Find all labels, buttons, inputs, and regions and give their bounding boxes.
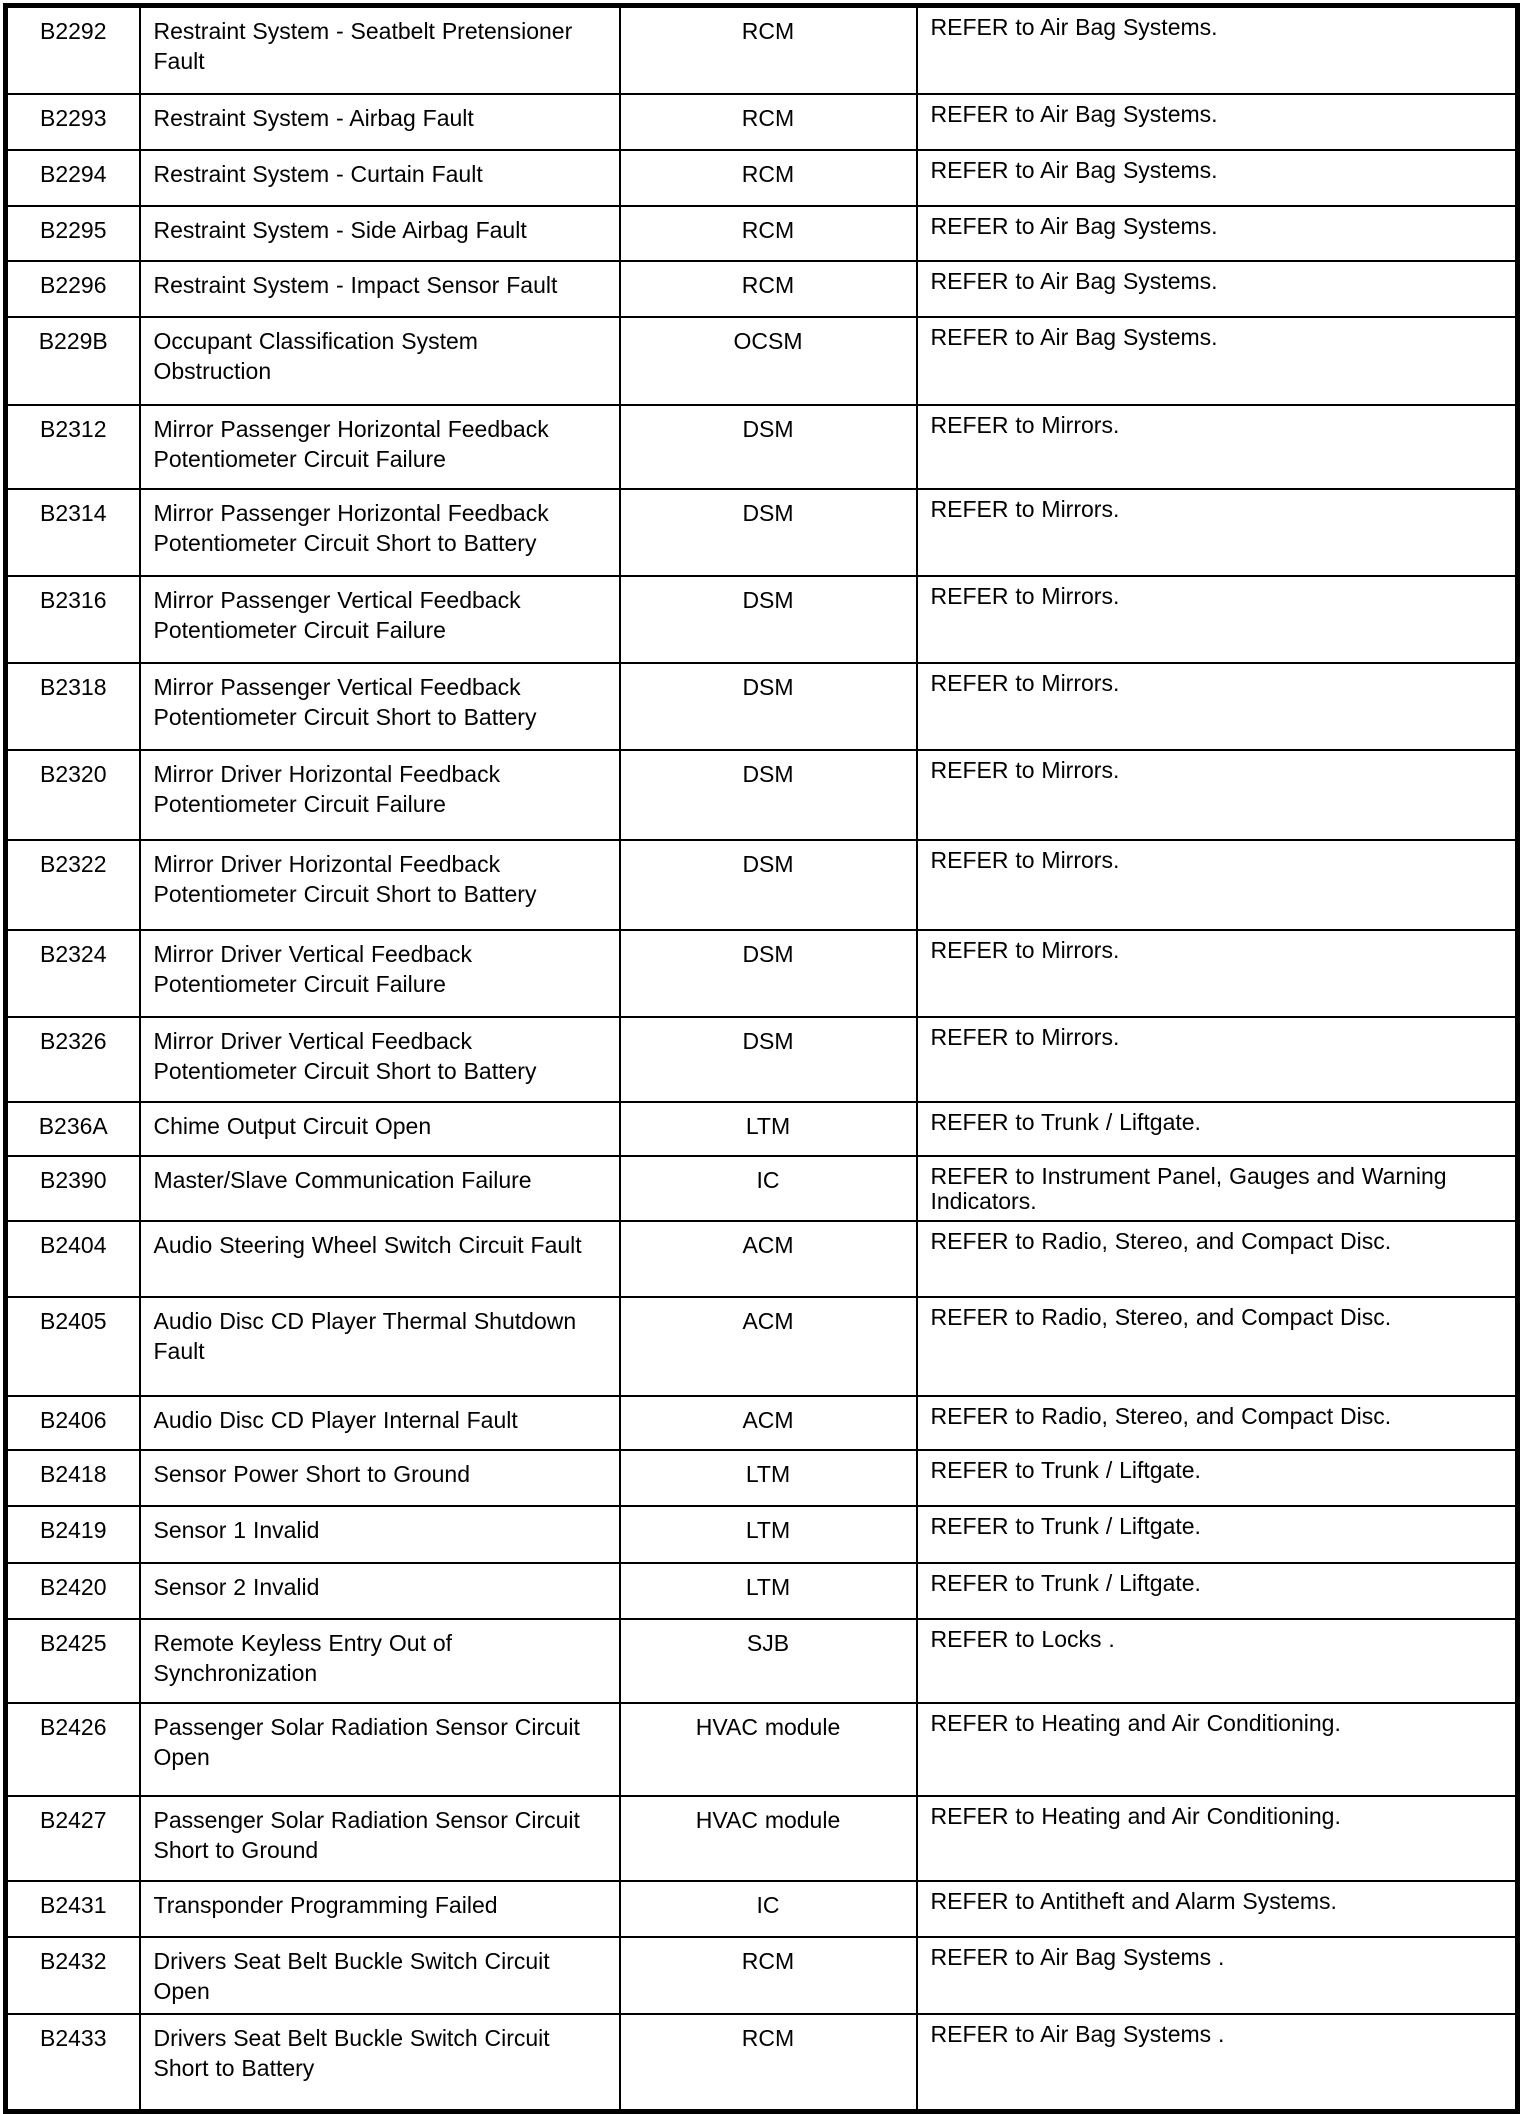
dtc-description-cell: Sensor 2 Invalid (140, 1563, 620, 1619)
dtc-module-cell: RCM (620, 94, 917, 150)
dtc-description-cell: Audio Disc CD Player Internal Fault (140, 1396, 620, 1450)
table-row (6, 1619, 1518, 1703)
dtc-code-cell: B2425 (6, 1619, 140, 1703)
dtc-description-cell: Occupant Classification System Obstruction (140, 317, 620, 405)
table-row (6, 930, 1518, 1017)
dtc-code-cell: B2432 (6, 1937, 140, 2014)
dtc-code-cell: B236A (6, 1102, 140, 1156)
dtc-description-cell: Audio Steering Wheel Switch Circuit Fault (140, 1221, 620, 1297)
dtc-module-cell: DSM (620, 663, 917, 750)
table-row (6, 1017, 1518, 1102)
dtc-action-cell: REFER to Mirrors. (917, 840, 1518, 930)
dtc-code-cell: B2316 (6, 576, 140, 663)
dtc-code-cell: B2431 (6, 1881, 140, 1937)
dtc-action-cell: REFER to Heating and Air Conditioning. (917, 1796, 1518, 1881)
dtc-description-cell: Mirror Passenger Vertical Feedback Potentiometer Circuit Short to Battery (140, 663, 620, 750)
dtc-description-cell: Mirror Driver Vertical Feedback Potentiometer Circuit Short to Battery (140, 1017, 620, 1102)
table-row (6, 1156, 1518, 1221)
dtc-action-cell: REFER to Radio, Stereo, and Compact Disc. (917, 1297, 1518, 1396)
table-row (6, 405, 1518, 489)
dtc-description-cell: Mirror Driver Horizontal Feedback Potentiometer Circuit Short to Battery (140, 840, 620, 930)
dtc-description-cell: Remote Keyless Entry Out of Synchronization (140, 1619, 620, 1703)
dtc-code-cell: B2320 (6, 750, 140, 840)
dtc-code-cell: B229B (6, 317, 140, 405)
dtc-action-cell: REFER to Radio, Stereo, and Compact Disc. (917, 1396, 1518, 1450)
dtc-action-cell: REFER to Antitheft and Alarm Systems. (917, 1881, 1518, 1937)
table-row (6, 1506, 1518, 1563)
dtc-description-cell: Restraint System - Seatbelt Pretensioner Fault (140, 6, 620, 95)
dtc-module-cell: RCM (620, 1937, 917, 2014)
dtc-description-cell: Drivers Seat Belt Buckle Switch Circuit Short to Battery (140, 2014, 620, 2112)
dtc-description-cell: Sensor Power Short to Ground (140, 1450, 620, 1506)
dtc-action-cell: REFER to Mirrors. (917, 750, 1518, 840)
dtc-module-cell: LTM (620, 1563, 917, 1619)
dtc-code-cell: B2322 (6, 840, 140, 930)
dtc-description-cell: Mirror Passenger Vertical Feedback Potentiometer Circuit Failure (140, 576, 620, 663)
table-row (6, 1937, 1518, 2014)
table-row (6, 750, 1518, 840)
dtc-module-cell: RCM (620, 2014, 917, 2112)
dtc-module-cell: RCM (620, 150, 917, 206)
dtc-action-cell: REFER to Trunk / Liftgate. (917, 1563, 1518, 1619)
dtc-module-cell: OCSM (620, 317, 917, 405)
dtc-code-cell: B2324 (6, 930, 140, 1017)
dtc-description-cell: Restraint System - Airbag Fault (140, 94, 620, 150)
dtc-action-cell: REFER to Mirrors. (917, 930, 1518, 1017)
table-row (6, 1796, 1518, 1881)
dtc-action-cell: REFER to Mirrors. (917, 1017, 1518, 1102)
dtc-module-cell: DSM (620, 489, 917, 576)
dtc-description-cell: Restraint System - Impact Sensor Fault (140, 261, 620, 317)
dtc-module-cell: LTM (620, 1102, 917, 1156)
table-row (6, 150, 1518, 206)
dtc-action-cell: REFER to Radio, Stereo, and Compact Disc. (917, 1221, 1518, 1297)
table-row (6, 576, 1518, 663)
dtc-code-cell: B2318 (6, 663, 140, 750)
table-row (6, 1881, 1518, 1937)
dtc-module-cell: IC (620, 1156, 917, 1221)
dtc-code-cell: B2419 (6, 1506, 140, 1563)
dtc-code-cell: B2406 (6, 1396, 140, 1450)
dtc-description-cell: Mirror Passenger Horizontal Feedback Potentiometer Circuit Short to Battery (140, 489, 620, 576)
dtc-module-cell: RCM (620, 6, 917, 95)
dtc-code-cell: B2427 (6, 1796, 140, 1881)
dtc-module-cell: DSM (620, 576, 917, 663)
table-row (6, 1703, 1518, 1796)
table-row (6, 1563, 1518, 1619)
dtc-module-cell: DSM (620, 930, 917, 1017)
dtc-description-cell: Transponder Programming Failed (140, 1881, 620, 1937)
dtc-code-cell: B2433 (6, 2014, 140, 2112)
dtc-description-cell: Passenger Solar Radiation Sensor Circuit Short to Ground (140, 1796, 620, 1881)
dtc-code-cell: B2294 (6, 150, 140, 206)
dtc-description-cell: Restraint System - Side Airbag Fault (140, 206, 620, 261)
table-row (6, 489, 1518, 576)
table-row (6, 261, 1518, 317)
table-row (6, 1297, 1518, 1396)
dtc-description-cell: Audio Disc CD Player Thermal Shutdown Fault (140, 1297, 620, 1396)
dtc-module-cell: SJB (620, 1619, 917, 1703)
dtc-module-cell: ACM (620, 1396, 917, 1450)
dtc-module-cell: HVAC module (620, 1796, 917, 1881)
table-row (6, 94, 1518, 150)
dtc-action-cell: REFER to Air Bag Systems . (917, 1937, 1518, 2014)
dtc-module-cell: DSM (620, 750, 917, 840)
table-row (6, 840, 1518, 930)
dtc-description-cell: Chime Output Circuit Open (140, 1102, 620, 1156)
dtc-action-cell: REFER to Air Bag Systems . (917, 2014, 1518, 2112)
table-row (6, 2014, 1518, 2112)
dtc-module-cell: DSM (620, 405, 917, 489)
dtc-action-cell: REFER to Air Bag Systems. (917, 94, 1518, 150)
dtc-module-cell: DSM (620, 1017, 917, 1102)
dtc-description-cell: Restraint System - Curtain Fault (140, 150, 620, 206)
dtc-module-cell: ACM (620, 1221, 917, 1297)
dtc-description-cell: Master/Slave Communication Failure (140, 1156, 620, 1221)
dtc-code-cell: B2326 (6, 1017, 140, 1102)
dtc-module-cell: ACM (620, 1297, 917, 1396)
dtc-action-cell: REFER to Heating and Air Conditioning. (917, 1703, 1518, 1796)
dtc-code-cell: B2420 (6, 1563, 140, 1619)
dtc-action-cell: REFER to Mirrors. (917, 663, 1518, 750)
dtc-module-cell: LTM (620, 1506, 917, 1563)
dtc-action-cell: REFER to Air Bag Systems. (917, 150, 1518, 206)
dtc-action-cell: REFER to Trunk / Liftgate. (917, 1102, 1518, 1156)
dtc-module-cell: DSM (620, 840, 917, 930)
dtc-code-cell: B2312 (6, 405, 140, 489)
dtc-action-cell: REFER to Trunk / Liftgate. (917, 1506, 1518, 1563)
dtc-module-cell: RCM (620, 261, 917, 317)
table-row (6, 1396, 1518, 1450)
dtc-module-cell: HVAC module (620, 1703, 917, 1796)
table-row (6, 1221, 1518, 1297)
dtc-code-cell: B2404 (6, 1221, 140, 1297)
table-row (6, 1102, 1518, 1156)
dtc-action-cell: REFER to Mirrors. (917, 576, 1518, 663)
dtc-action-cell: REFER to Air Bag Systems. (917, 317, 1518, 405)
dtc-code-cell: B2405 (6, 1297, 140, 1396)
dtc-table (3, 3, 1520, 2114)
dtc-action-cell: REFER to Air Bag Systems. (917, 6, 1518, 95)
dtc-action-cell: REFER to Mirrors. (917, 405, 1518, 489)
dtc-code-cell: B2293 (6, 94, 140, 150)
dtc-action-cell: REFER to Instrument Panel, Gauges and Warning Indicators. (917, 1156, 1518, 1221)
dtc-code-cell: B2418 (6, 1450, 140, 1506)
dtc-description-cell: Sensor 1 Invalid (140, 1506, 620, 1563)
table-row (6, 6, 1518, 95)
table-row (6, 206, 1518, 261)
dtc-action-cell: REFER to Air Bag Systems. (917, 206, 1518, 261)
dtc-code-cell: B2296 (6, 261, 140, 317)
dtc-action-cell: REFER to Locks . (917, 1619, 1518, 1703)
dtc-code-cell: B2426 (6, 1703, 140, 1796)
dtc-code-cell: B2295 (6, 206, 140, 261)
dtc-description-cell: Mirror Driver Vertical Feedback Potentiometer Circuit Failure (140, 930, 620, 1017)
dtc-action-cell: REFER to Trunk / Liftgate. (917, 1450, 1518, 1506)
dtc-table-body (6, 6, 1518, 2112)
dtc-action-cell: REFER to Mirrors. (917, 489, 1518, 576)
dtc-description-cell: Drivers Seat Belt Buckle Switch Circuit Open (140, 1937, 620, 2014)
dtc-code-cell: B2314 (6, 489, 140, 576)
dtc-module-cell: IC (620, 1881, 917, 1937)
table-row (6, 317, 1518, 405)
table-row (6, 663, 1518, 750)
dtc-module-cell: RCM (620, 206, 917, 261)
dtc-description-cell: Passenger Solar Radiation Sensor Circuit Open (140, 1703, 620, 1796)
dtc-code-cell: B2292 (6, 6, 140, 95)
table-row (6, 1450, 1518, 1506)
dtc-description-cell: Mirror Passenger Horizontal Feedback Potentiometer Circuit Failure (140, 405, 620, 489)
dtc-description-cell: Mirror Driver Horizontal Feedback Potentiometer Circuit Failure (140, 750, 620, 840)
dtc-action-cell: REFER to Air Bag Systems. (917, 261, 1518, 317)
dtc-module-cell: LTM (620, 1450, 917, 1506)
dtc-code-cell: B2390 (6, 1156, 140, 1221)
